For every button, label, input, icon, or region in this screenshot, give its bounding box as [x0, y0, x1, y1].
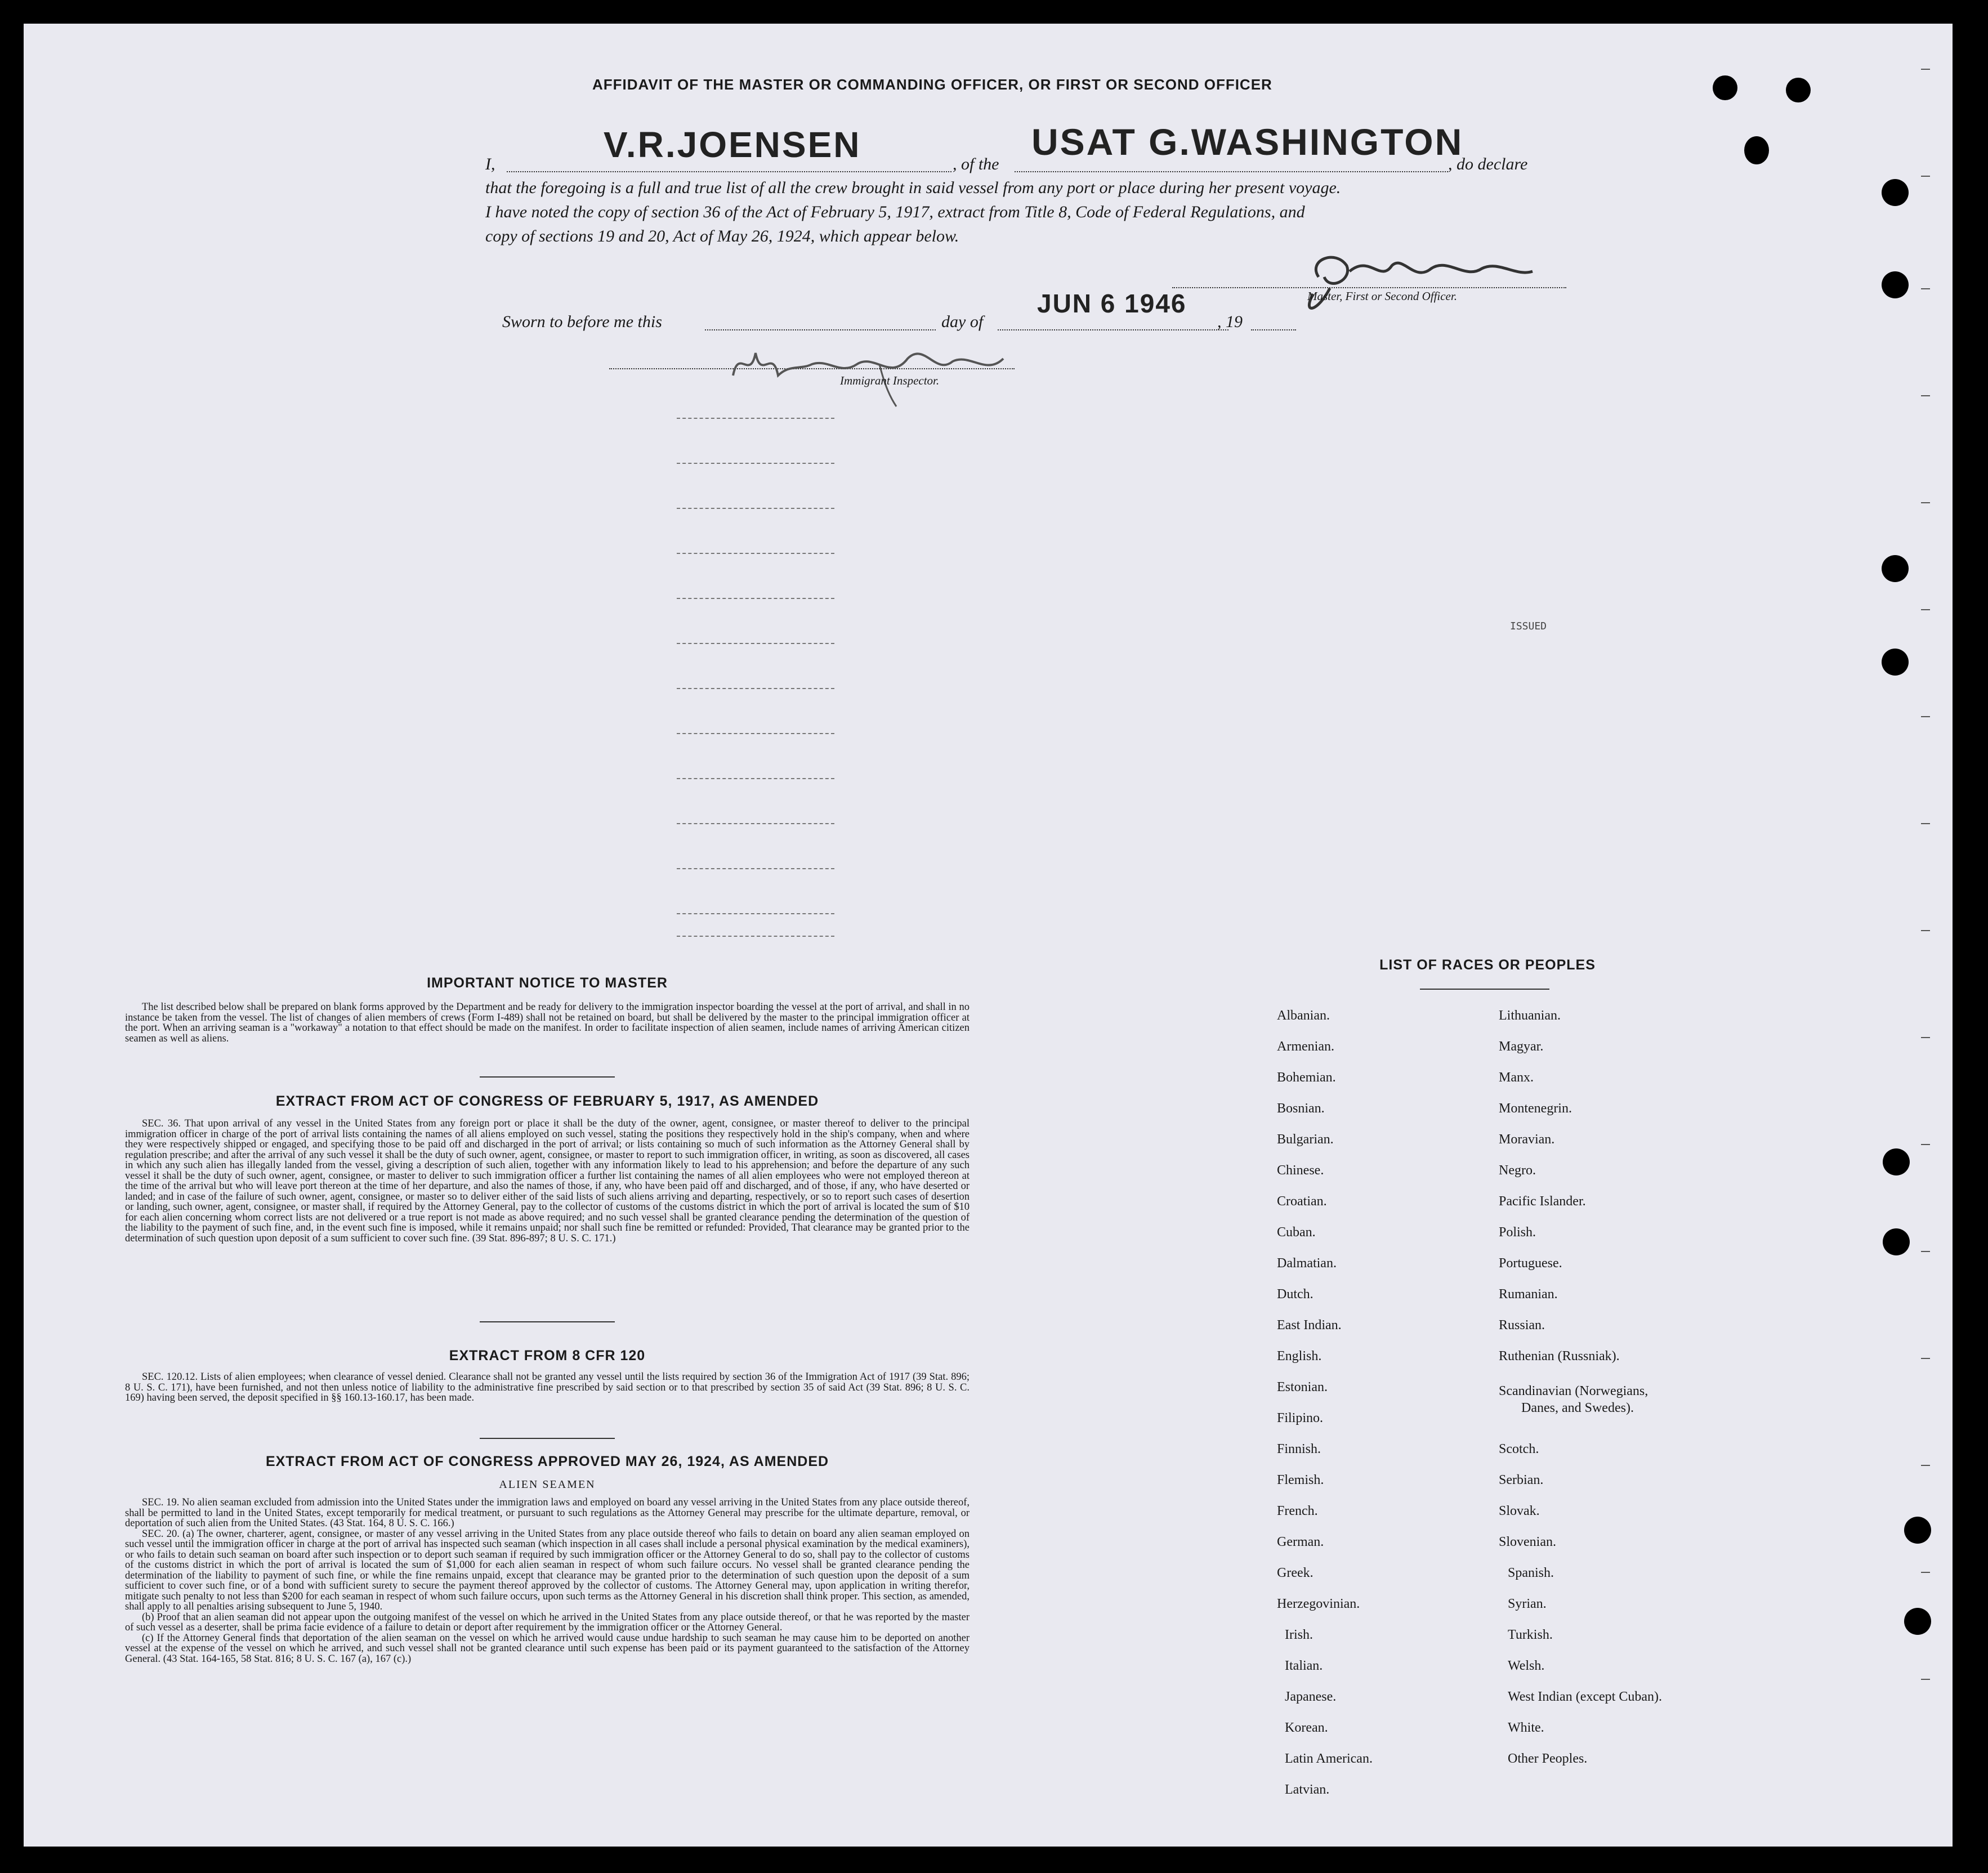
- sworn-month-line: [998, 329, 1228, 330]
- race-item: Bohemian.: [1277, 1070, 1336, 1085]
- i-label: I,: [485, 155, 495, 173]
- race-item: Pacific Islander.: [1499, 1194, 1586, 1209]
- alien-seamen-subheading: ALIEN SEAMEN: [499, 1478, 596, 1491]
- punch-hole: [1883, 1228, 1910, 1255]
- master-name-stamp: V.R.JOENSEN: [604, 124, 861, 165]
- notice-heading: IMPORTANT NOTICE TO MASTER: [427, 975, 668, 991]
- race-item: Filipino.: [1277, 1411, 1324, 1425]
- race-item: Turkish.: [1508, 1628, 1553, 1642]
- race-item: German.: [1277, 1535, 1324, 1549]
- race-item: Russian.: [1499, 1318, 1545, 1333]
- race-item: Flemish.: [1277, 1473, 1324, 1487]
- divider: [480, 1321, 615, 1322]
- race-item: Montenegrin.: [1499, 1101, 1572, 1116]
- sec-20c-paragraph: (c) If the Attorney General finds that deportation of the alien seaman on the vessel on which he arrived would cause undue hardship to such seaman he may cause him to be deported on another vessel at the expense of the vessel on which he arrived, and such vessel shall not be granted clearance until such expense has been paid or its payment guaranteed to the satisfaction of the Attorney General. (43 Stat. 164-165, 58 Stat. 816; 8 U. S. C. 167 (a), 167 (c).): [125, 1632, 970, 1665]
- race-item: Latvian.: [1285, 1782, 1330, 1797]
- sworn-label: Sworn to before me this: [502, 312, 662, 331]
- punch-hole: [1786, 78, 1811, 102]
- year-line: [1251, 329, 1296, 330]
- race-item: French.: [1277, 1504, 1318, 1518]
- affidavit-line-3: I have noted the copy of section 36 of the Act of February 5, 1917, extract from Title 8, Code of Federal Regulations, and: [485, 203, 1305, 221]
- race-item: Scandinavian (Norwegians,: [1499, 1384, 1649, 1398]
- affidavit-title: AFFIDAVIT OF THE MASTER OR COMMANDING OFFICER, OR FIRST OR SECOND OFFICER: [592, 76, 1272, 93]
- punch-hole: [1882, 555, 1909, 582]
- race-item: Dalmatian.: [1277, 1256, 1337, 1271]
- race-item: Slovak.: [1499, 1504, 1540, 1518]
- race-item: English.: [1277, 1349, 1322, 1364]
- divider: [1420, 989, 1549, 990]
- document-page: [24, 24, 1953, 1847]
- race-item: Other Peoples.: [1508, 1751, 1588, 1766]
- signature-caption: Master, First or Second Officer.: [1307, 289, 1457, 303]
- inspector-signature: [722, 330, 1015, 409]
- vessel-name-line: [1015, 171, 1448, 172]
- race-item: Polish.: [1499, 1225, 1536, 1240]
- race-item: Irish.: [1285, 1628, 1313, 1642]
- extract-1917-body: SEC. 36. That upon arrival of any vessel in the United States from any foreign port or place it shall be the duty of the owner, agent, consignee, or master thereof to deliver to the principal immigration officer in charge of the port of arrival lists containing the names of all aliens employed on such vessel, stating the positions they respectively hold in the ship's company, when and where they were respectively shipped or engaged, and specifying those to be paid off and discharged in the port of arrival; or lists containing so much of such information as the Attorney General shall by regulation prescribe; and after the arrival of any such vessel it shall be the duty of such owner, agent, consignee, or master to report to such immigration officer, in writing, as soon as discovered, all cases in which any such alien has illegally landed from the vessel, giving a description of such alien, together with any information likely to lead to his apprehension; and before the departure of any such vessel it shall be the duty of such owner, agent, consignee, or master to deliver to such immigration officer a further list containing the names of all alien employees who were not employed thereon at the time of the arrival but who will leave port thereon at the time of her departure, and also the names of those, if any, who have been paid off and discharged, and of those, if any, who have deserted or landed; and in case of the failure of such owner, agent, consignee, or master so to deliver either of the said lists of such aliens arriving and departing, respectively, or so to report such cases of desertion or landing, such owner, agent, consignee, or master shall, if required by the Attorney General, pay to the collector of customs of the customs district in which the port of arrival is located the sum of $10 for each alien concerning whom correct lists are not delivered or a true report is not made as above required; and no such vessel shall be granted clearance pending the determination of the question of the liability to the payment of such fine, and, in the event such fine is imposed, while it remains unpaid; nor shall such fine be remitted or refunded: Provided, That clearance may be granted prior to the determination of such question upon deposit of a sum sufficient to cover such fine. (39 Stat. 896-897; 8 U. S. C. 171.): [125, 1118, 970, 1244]
- race-item: Bulgarian.: [1277, 1132, 1334, 1147]
- race-item: Welsh.: [1508, 1659, 1545, 1673]
- vessel-name-stamp: USAT G.WASHINGTON: [1031, 121, 1464, 163]
- punch-hole: [1713, 75, 1737, 100]
- punch-hole: [1904, 1517, 1931, 1544]
- race-item: Albanian.: [1277, 1008, 1330, 1023]
- race-item: Korean.: [1285, 1720, 1328, 1735]
- race-item: Latin American.: [1285, 1751, 1373, 1766]
- sec-20a-paragraph: SEC. 20. (a) The owner, charterer, agent, consignee, or master of any vessel arriving in the United States from any place outside thereof who fails to detain on board any alien seaman employed on such vessel until the immigration officer in charge at the port of arrival has inspected such seaman (which inspection in all cases shall include a personal physical examination by the medical examiners), or who fails to detain such seaman on board after such inspection or to deport such seaman if required by such immigration officer or the Attorney General to do so, shall pay to the collector of customs of the customs district in which the port of arrival is located the sum of $1,000 for each alien seaman in respect of whom such failure occurs. No vessel shall be granted clearance pending the determination of the liability to payment of such fine, or while the fine remains unpaid, except that clearance may be granted prior to the determination of such question upon the deposit of a sum sufficient to cover such fine, or of a bond with sufficient surety to secure the payment thereof approved by the collector of customs. The Attorney General may, upon application in writing therefor, mitigate such penalty to not less than $200 for each seaman in respect of whom such failure occurs, upon such terms as the Attorney General in his discretion shall think proper. This section, as amended, shall apply to all penalties arising subsequent to June 5, 1940.: [125, 1528, 970, 1612]
- race-item: White.: [1508, 1720, 1544, 1735]
- race-item: Negro.: [1499, 1163, 1536, 1178]
- race-item: Scotch.: [1499, 1442, 1539, 1456]
- race-item: Cuban.: [1277, 1225, 1316, 1240]
- notice-body: The list described below shall be prepared on blank forms approved by the Department and be ready for delivery to the immigration inspector boarding the vessel at the port of arrival, and shall in no instance be taken from the vessel. The list of changes of alien members of crews (Form I-489) shall not be retained on board, but shall be delivered by the master to the principal immigration officer at the port. When an arriving seaman is a "workaway" a notation to that effect should be made on the manifest. In order to facilitate inspection of alien seamen, include names of arriving American citizen seamen as well as aliens.: [125, 1002, 970, 1044]
- race-item: Croatian.: [1277, 1194, 1327, 1209]
- race-item: Italian.: [1285, 1659, 1323, 1673]
- extract-1917-heading: EXTRACT FROM ACT OF CONGRESS OF FEBRUARY 5, 1917, AS AMENDED: [275, 1093, 819, 1109]
- affidavit-line-4: copy of sections 19 and 20, Act of May 26, 1924, which appear below.: [485, 227, 959, 245]
- year-prefix: , 19: [1217, 312, 1243, 331]
- sec-20b-paragraph: (b) Proof that an alien seaman did not appear upon the outgoing manifest of the vessel on which he arrived in the United States from any place outside thereof, or that he was reported by the master of such vessel as a deserter, shall be prima facie evidence of a failure to detain or deport after requirement by the immigration officer or the Attorney General.: [125, 1611, 970, 1633]
- stray-stamp: ISSUED: [1510, 620, 1547, 632]
- race-item: Greek.: [1277, 1566, 1314, 1580]
- extract-cfr-body: SEC. 120.12. Lists of alien employees; when clearance of vessel denied. Clearance shall not be granted any vessel until the lists required by section 36 of the Immigration Act of 1917 (39 Stat. 896; 8 U. S. C. 171), have been furnished, and not then unless notice of liability to the administrative fine prescribed by said section or to that prescribed by section 35 of said Act (39 Stat. 896; 8 U. S. C. 169) having been served, the deposit specified in §§ 160.13-160.17, has been made.: [125, 1371, 970, 1403]
- race-item: Estonian.: [1277, 1380, 1328, 1394]
- race-item: East Indian.: [1277, 1318, 1342, 1333]
- race-item: Bosnian.: [1277, 1101, 1325, 1116]
- race-item: Magyar.: [1499, 1039, 1544, 1054]
- punch-hole: [1882, 179, 1909, 206]
- divider: [480, 1076, 615, 1078]
- race-item: Rumanian.: [1499, 1287, 1558, 1302]
- race-item: Portuguese.: [1499, 1256, 1562, 1271]
- race-item: Spanish.: [1508, 1566, 1554, 1580]
- race-item: Syrian.: [1508, 1597, 1547, 1611]
- punch-hole: [1882, 649, 1909, 676]
- inspector-caption: Immigrant Inspector.: [840, 374, 940, 387]
- race-item: Ruthenian (Russniak).: [1499, 1349, 1620, 1364]
- race-item: Herzegovinian.: [1277, 1597, 1360, 1611]
- race-item: West Indian (except Cuban).: [1508, 1689, 1662, 1704]
- date-stamp: JUN 6 1946: [1037, 289, 1187, 318]
- race-item: Manx.: [1499, 1070, 1534, 1085]
- master-signature: [1296, 238, 1544, 316]
- race-item: Finnish.: [1277, 1442, 1321, 1456]
- extract-1924-body: [125, 1497, 970, 1664]
- race-item: Moravian.: [1499, 1132, 1555, 1147]
- punch-hole: [1883, 1148, 1910, 1175]
- divider: [480, 1438, 615, 1439]
- race-item: Lithuanian.: [1499, 1008, 1561, 1023]
- race-item: Slovenian.: [1499, 1535, 1556, 1549]
- master-name-line: [507, 171, 951, 172]
- extract-1924-heading: EXTRACT FROM ACT OF CONGRESS APPROVED MAY 26, 1924, AS AMENDED: [265, 1454, 829, 1469]
- extract-cfr-heading: EXTRACT FROM 8 CFR 120: [449, 1348, 646, 1364]
- punch-hole: [1744, 136, 1769, 164]
- do-declare-label: , do declare: [1448, 155, 1528, 173]
- affidavit-line-2: that the foregoing is a full and true list of all the crew brought in said vessel from any port or place during her present voyage.: [485, 178, 1341, 197]
- sec-19-paragraph: SEC. 19. No alien seaman excluded from admission into the United States under the immigration laws and employed on board any vessel arriving in the United States from any place outside thereof, shall be permitted to land in the United States, except temporarily for medical treatment, or pursuant to such regulations as the Attorney General may prescribe for the ultimate departure, removal, or deportation of such alien from the United States. (43 Stat. 164, 8 U. S. C. 166.): [125, 1497, 970, 1529]
- races-heading: LIST OF RACES OR PEOPLES: [1379, 957, 1596, 973]
- race-item: Danes, and Swedes).: [1521, 1401, 1634, 1415]
- day-of-label: day of: [941, 312, 984, 331]
- punch-hole: [1904, 1608, 1931, 1635]
- race-item: Armenian.: [1277, 1039, 1334, 1054]
- of-the-label: , of the: [953, 155, 999, 173]
- punch-hole: [1882, 271, 1909, 298]
- race-item: Chinese.: [1277, 1163, 1324, 1178]
- race-item: Japanese.: [1285, 1689, 1337, 1704]
- race-item: Serbian.: [1499, 1473, 1544, 1487]
- race-item: Dutch.: [1277, 1287, 1314, 1302]
